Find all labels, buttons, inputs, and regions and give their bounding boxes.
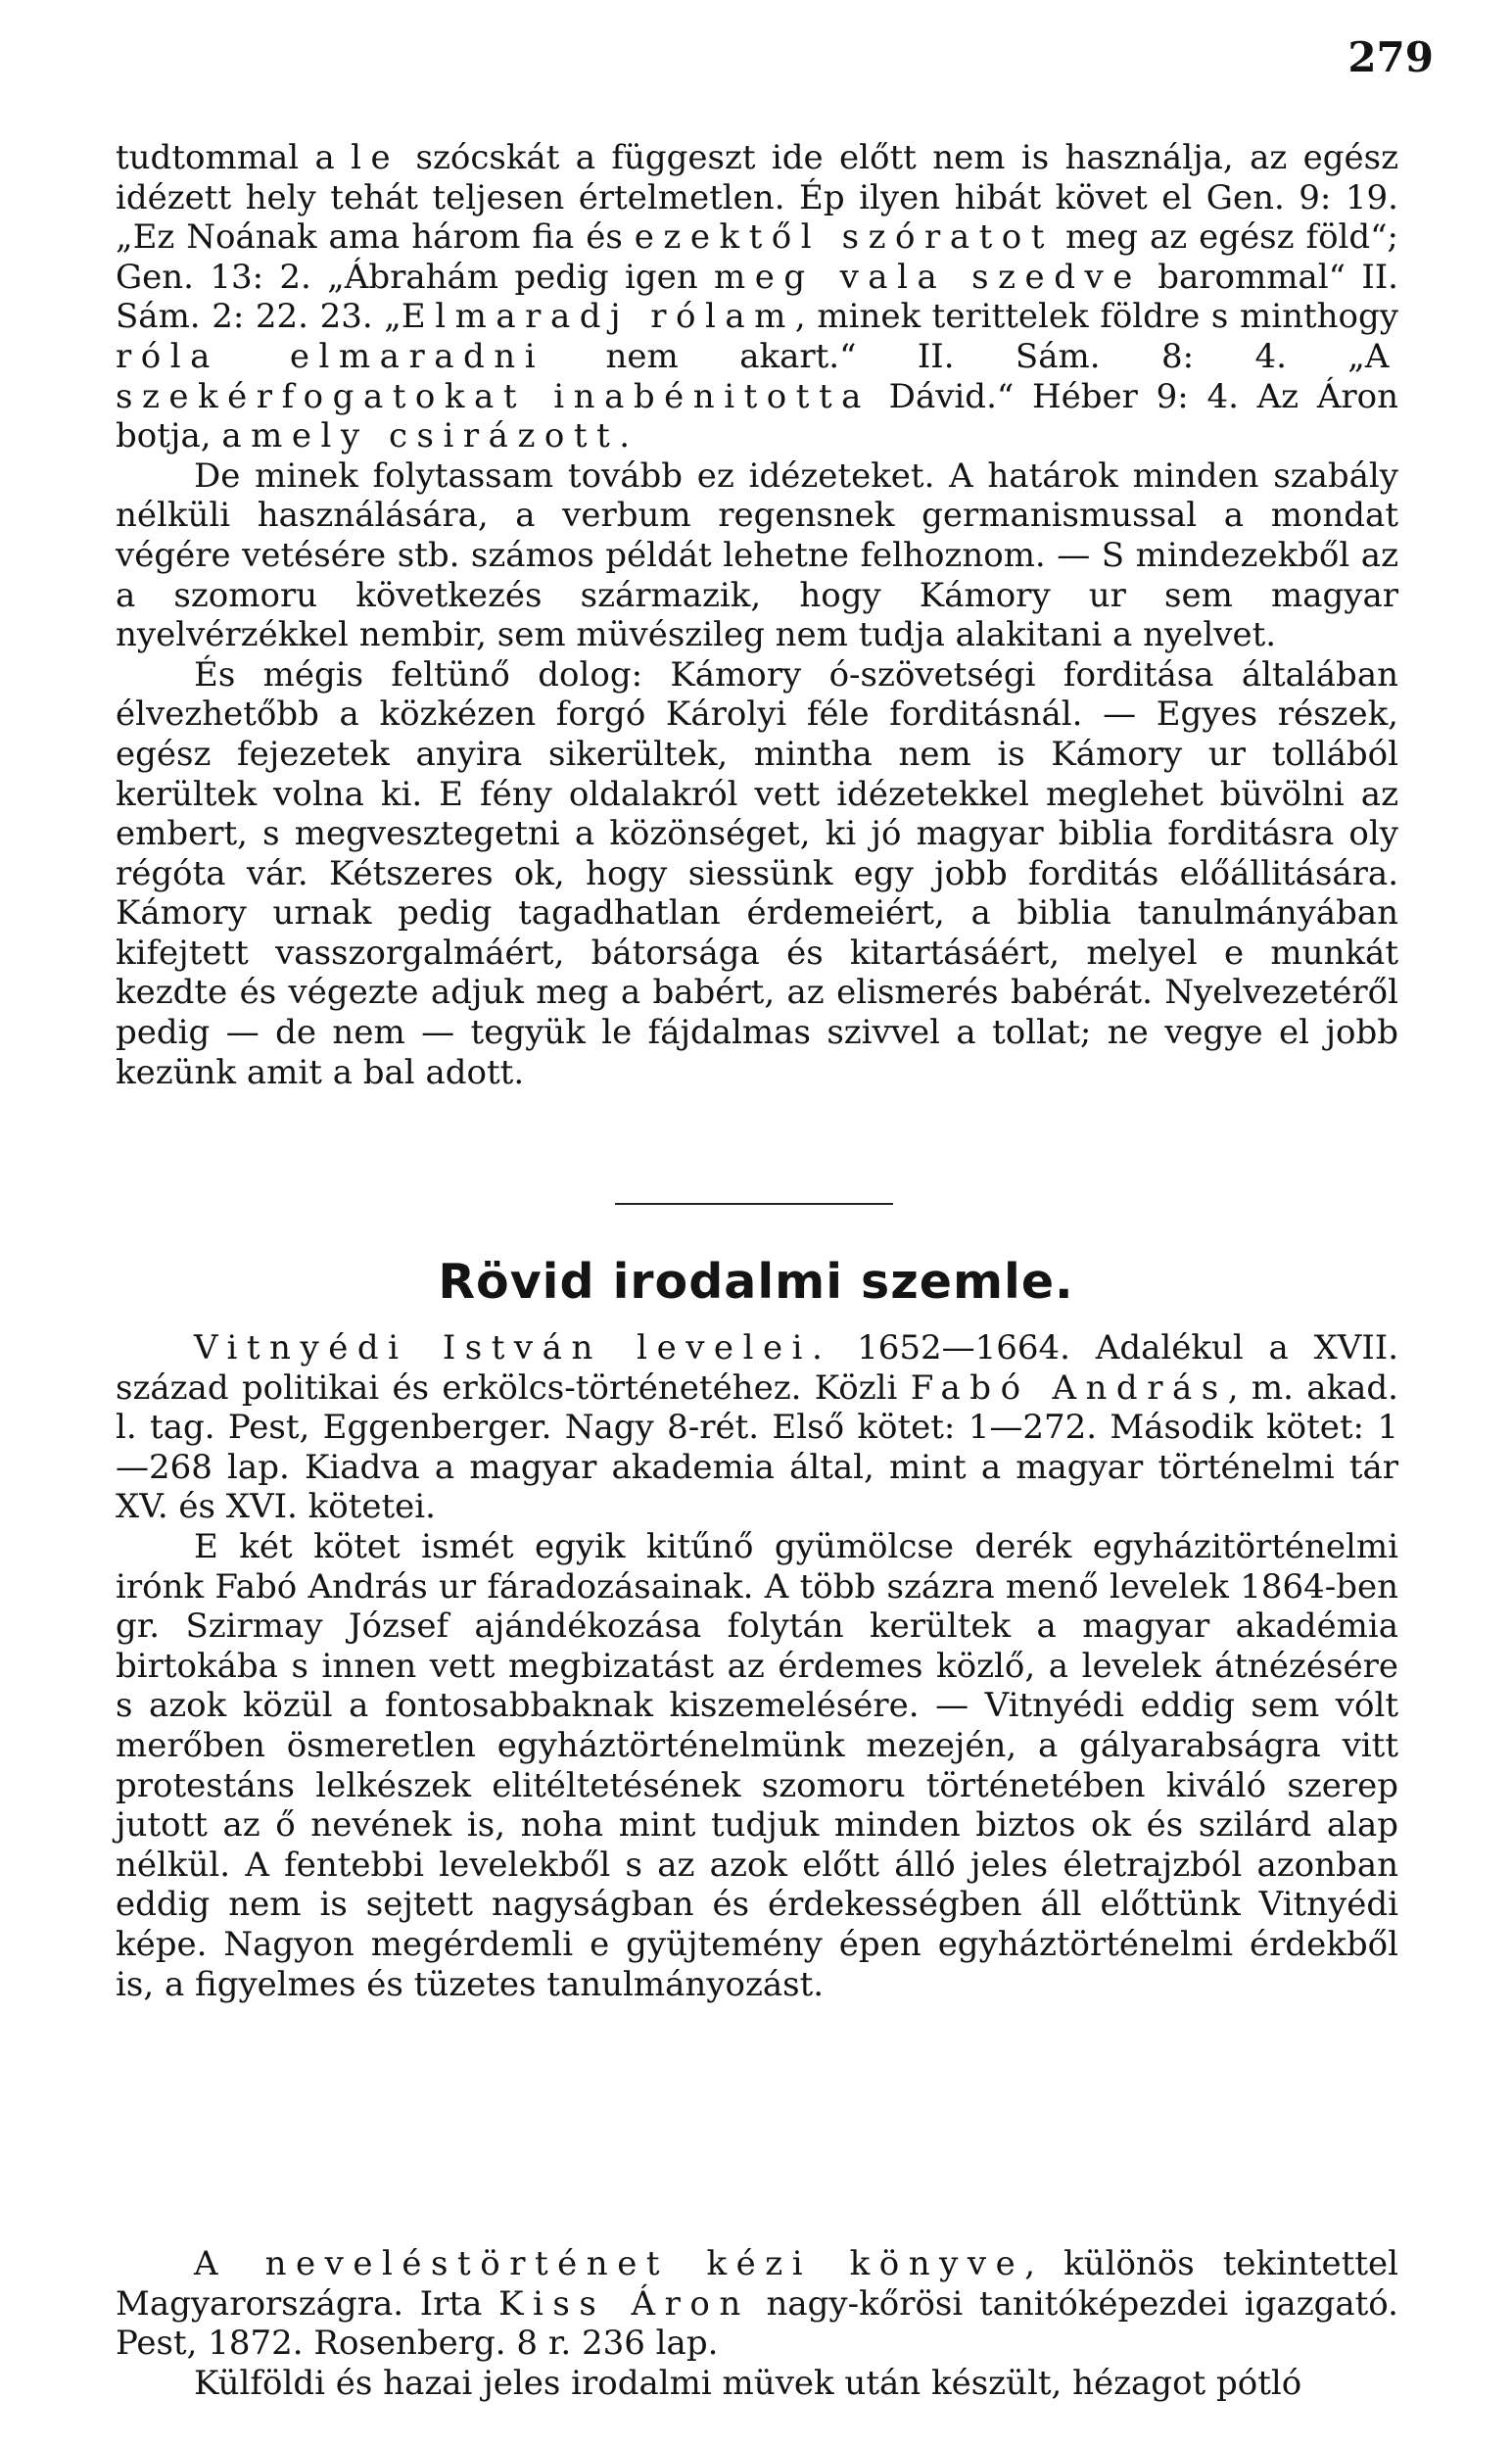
- text-run: meg az egész föld“; Gen. 13: 2. „Ábrahám pedig igen: [116, 217, 1399, 297]
- review-vitnyedi: [116, 1328, 1398, 2004]
- author-name: Kiss Áron: [498, 2283, 750, 2324]
- text-run: , m. akad. l. tag. Pest, Eggenberger. Nagy 8-rét. Első kötet: 1—272. Második kötet: 1—268 lap. Kiadva a magyar akademia által, mint a magyar történelmi tár XV. és XVI. kötetei.: [116, 1367, 1398, 1527]
- paragraph: [116, 138, 1398, 456]
- paragraph: Külföldi és hazai jeles irodalmi müvek után készült, hézagot pótló: [194, 2363, 1302, 2403]
- paragraph: [116, 2244, 1398, 2364]
- spaced-text: A szekérfogatokat inabénitotta: [116, 336, 1398, 416]
- paragraph: [116, 1328, 1398, 1527]
- text-run: barommal“ II. Sám. 2: 22. 23. „: [116, 257, 1398, 337]
- text-run: , minek terittelek földre s minthogy: [794, 297, 1398, 337]
- review-neveles: [116, 2244, 1398, 2403]
- section-divider: [615, 1203, 893, 1205]
- text-run: 1652—1664. Adalékul a XVII. század politikai és erkölcs-történetéhez. Közli: [116, 1328, 1399, 1408]
- book-title: A neveléstörténet kézi könyve: [194, 2244, 1025, 2283]
- spaced-text: Elmaradj rólam: [401, 297, 795, 337]
- spaced-text: ezektől szóratot: [634, 217, 1054, 258]
- spaced-text: meg vala szedve: [714, 257, 1142, 297]
- paragraph: És mégis feltünő dolog: Kámory ó-szövetségi forditása általában élvezhetőbb a közkézen forgó Károlyi féle forditásnál. — Egyes részek, egész fejezetek anyira sikerültek, mintha nem is Kámory ur tollából kerültek volna ki. E fény oldalakról vett idézetekkel meglehet büvölni az embert, s megvesztegetni a közönséget, ki jó magyar biblia forditásra oly régóta vár. Kétszeres ok, hogy siessünk egy jobb forditás előállitására. Kámory urnak pedig tagadhatlan érdemeiért, a biblia tanulmányában kifejtett vasszorgalmáért, bátorsága és kitartásáért, melyel e munkát kezdte és végezte adjuk meg a babért, az elismerés babérát. Nyelvezetéről pedig — de nem — tegyük le fájdalmas szivvel a tollat; ne vegye el jobb kezünk amit a bal adott.: [116, 654, 1398, 1092]
- paragraph: E két kötet ismét egyik kitűnő gyümölcse derék egyházitörténelmi irónk Fabó András ur fáradozásainak. A több százra menő levelek 1864-ben gr. Szirmay József ajándékozása folytán kerültek a magyar akadémia birtokába s innen vett megbizatást az érdemes közlő, a levelek átnézésére s azok közül a fontosabbaknak kiszemelésére. — Vitnyédi eddig sem vólt merőben ösmeretlen egyháztörténelmünk mezején, a gályarabságra vitt protestáns lelkészek elitéltetésének szomoru történetében kiváló szerep jutott az ő nevének is, noha mint tudjuk minden biztos ok és szilárd alap nélkül. A fentebbi levelekből s az azok előtt álló jeles életrajzból azonban eddig nem is sejtett nagyságban és érdekességben áll előttünk Vitnyédi képe. Nagyon megérdemli e gyüjtemény épen egyháztörténelmi érdekből is, a figyelmes és tüzetes tanulmányozást.: [116, 1526, 1398, 2004]
- text-run: szócskát a függeszt ide előtt nem is használja, az egész idézett hely tehát teljesen értelmetlen. Ép ilyen hibát követ el Gen. 9: 19. „Ez Noának ama három fia és: [116, 138, 1398, 258]
- book-title: Vitnyédi István levelei.: [194, 1328, 832, 1367]
- spaced-text: róla elmaradni: [116, 336, 545, 376]
- review-continuation: [116, 138, 1398, 1092]
- author-name: Fabó András: [910, 1367, 1228, 1408]
- text-run: , különös tekintettel Magyarországra. Irta: [116, 2244, 1398, 2324]
- spaced-text: amely csirázott.: [221, 416, 639, 456]
- text-run: nagy-kőrösi tanitóképezdei igazgató. Pest, 1872. Rosenberg. 8 r. 236 lap.: [116, 2283, 1398, 2364]
- page-number: 279: [1347, 33, 1434, 81]
- text-run: nem akart.“ II. Sám. 8: 4. „: [544, 336, 1365, 376]
- text-run: tudtommal a: [116, 138, 352, 177]
- section-title: Rövid irodalmi szemle.: [438, 1254, 1074, 1310]
- text-run: Dávid.“ Héber 9: 4. Az Áron botja,: [116, 376, 1399, 456]
- paragraph: De minek folytassam tovább ez idézeteket. A határok minden szabály nélküli használására, a verbum regensnek germanismussal a mondat végére vetésére stb. számos példát lehetne felhoznom. — S mindezekből az a szomoru következés származik, hogy Kámory ur sem magyar nyelvérzékkel nembir, sem müvészileg nem tudja alakitani a nyelvet.: [116, 456, 1398, 655]
- spaced-text: le: [351, 138, 401, 177]
